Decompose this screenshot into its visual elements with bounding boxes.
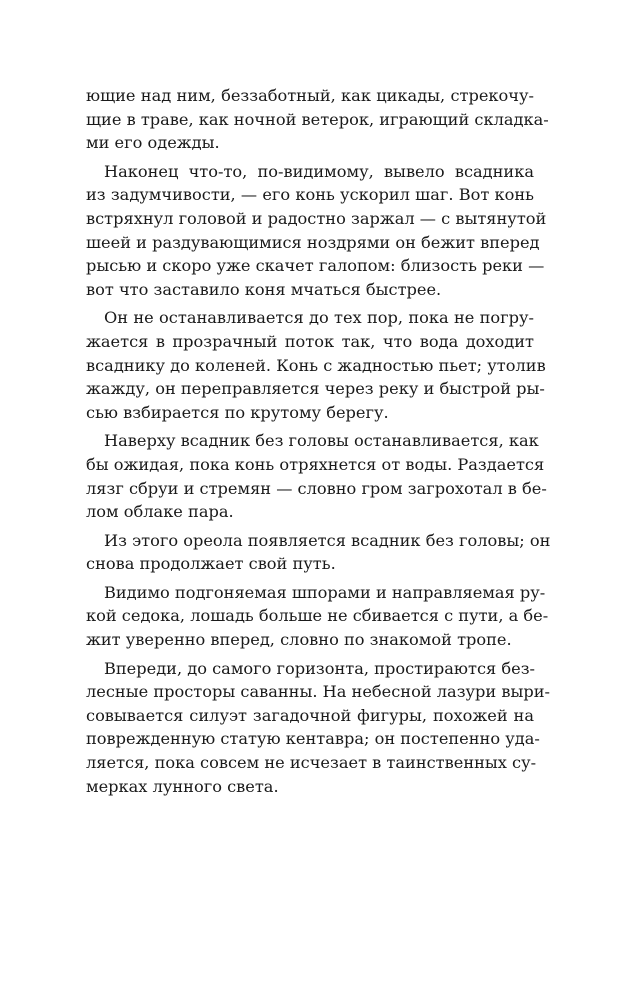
text-line: лязг сбруи и стремян — словно гром загрохотал в бе- [86, 478, 547, 498]
paragraph-3 [86, 306, 546, 424]
text-line: ляется, пока совсем не исчезает в таинственных су- [86, 753, 537, 773]
paragraph-6 [86, 581, 549, 652]
text-line: Видимо подгоняемая шпорами и направляемая ру- [104, 582, 546, 602]
text-line: щие в траве, как ночной ветерок, играющий складка- [86, 109, 549, 129]
text-line: жается в прозрачный поток так, что вода доходит [86, 331, 534, 351]
paragraph-5 [86, 529, 551, 576]
paragraph-4 [86, 429, 547, 523]
text-line: лесные просторы саванны. На небесной лазури выри- [86, 682, 550, 702]
text-line: совывается силуэт загадочной фигуры, похожей на [86, 705, 534, 725]
text-line: вот что заставило коня мчаться быстрее. [86, 279, 442, 299]
text-line: встряхнул головой и радостно заржал — с вытянутой [86, 208, 547, 228]
text-line: шеей и раздувающимися ноздрями он бежит вперед [86, 232, 540, 252]
text-line: Впереди, до самого горизонта, простираются без- [104, 658, 535, 678]
paragraph-2 [86, 160, 547, 302]
text-line: Из этого ореола появляется всадник без головы; он [104, 530, 551, 550]
text-line: Наверху всадник без головы останавливается, как [104, 431, 539, 451]
text-line: ми его одежды. [86, 133, 220, 153]
text-line: лом облаке пара. [86, 502, 234, 522]
text-line: мерках лунного света. [86, 776, 279, 796]
paragraph-1 [86, 84, 549, 155]
page-text [86, 84, 551, 803]
text-line: ющие над ним, беззаботный, как цикады, стрекочу- [86, 86, 534, 105]
text-line: всаднику до коленей. Конь с жадностью пьет; утолив [86, 355, 546, 375]
text-line: Он не останавливается до тех пор, пока не погру- [104, 308, 534, 328]
text-line: Наконец что-то, по-видимому, вывело всадника [104, 161, 534, 181]
text-line: поврежденную статую кентавра; он постепенно уда- [86, 729, 540, 749]
text-line: кой седока, лошадь больше не сбивается с пути, а бе- [86, 606, 549, 626]
text-line: жит уверенно вперед, словно по знакомой тропе. [86, 630, 512, 650]
text-line: снова продолжает свой путь. [86, 554, 336, 574]
text-line: жажду, он переправляется через реку и быстрой ры- [86, 379, 545, 399]
paragraph-7 [86, 657, 550, 799]
text-line: из задумчивости, — его конь ускорил шаг. Вот конь [86, 185, 534, 205]
text-line: бы ожидая, пока конь отряхнется от воды. Раздается [86, 454, 545, 474]
text-line: сью взбирается по крутому берегу. [86, 402, 389, 422]
text-line: рысью и скоро уже скачет галопом: близость реки — [86, 256, 545, 276]
